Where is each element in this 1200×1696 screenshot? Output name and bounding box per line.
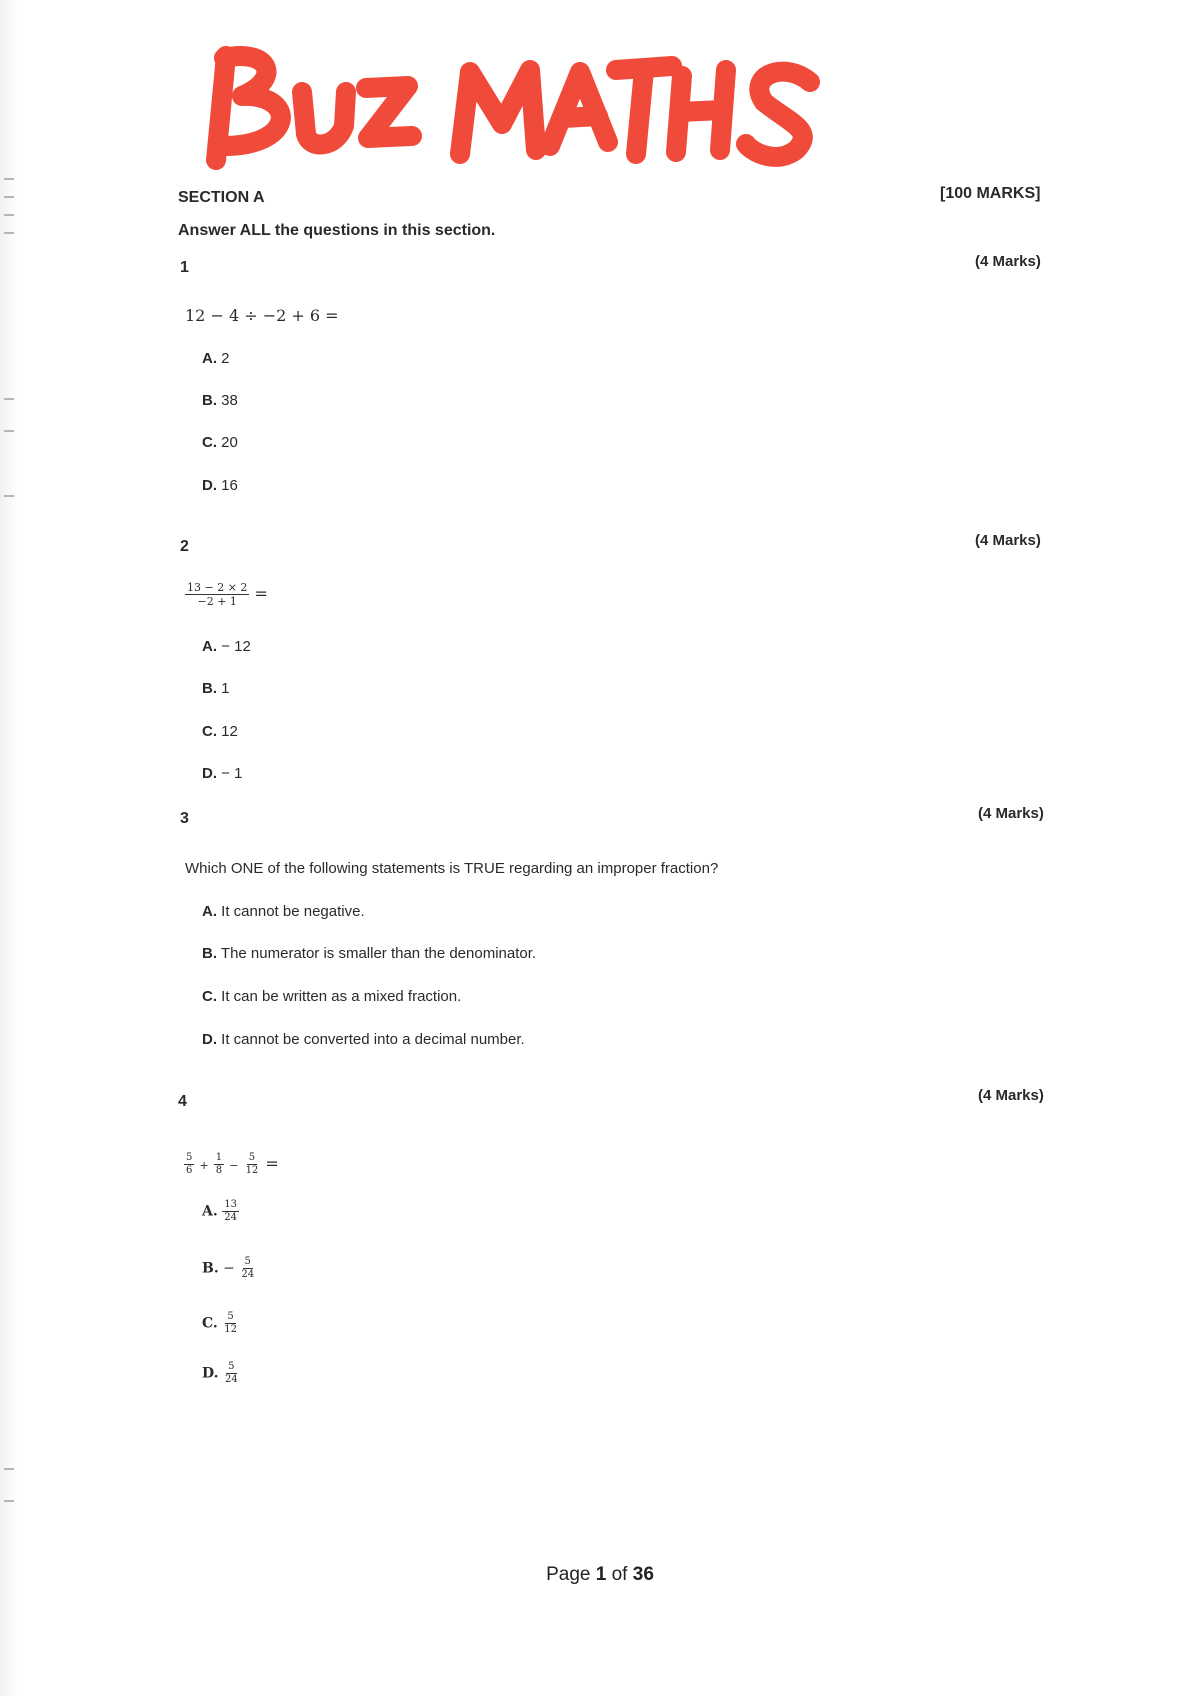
fraction-denominator: −2 + 1 bbox=[197, 595, 237, 608]
question-4-marks: (4 Marks) bbox=[978, 1087, 1044, 1104]
fraction bbox=[244, 1153, 261, 1176]
option-text: 12 bbox=[221, 723, 238, 740]
option-text: − 12 bbox=[221, 638, 251, 655]
question-2-fraction bbox=[185, 582, 249, 607]
fraction-numerator: 13 bbox=[224, 1199, 237, 1210]
fraction-denominator: 6 bbox=[186, 1165, 193, 1176]
edge-mark bbox=[4, 1500, 14, 1502]
question-1-expression: 12 − 4 ÷ −2 + 6 = bbox=[185, 306, 339, 325]
equals-sign: = bbox=[254, 584, 268, 603]
fraction-denominator: 24 bbox=[224, 1374, 238, 1385]
option-letter: A. bbox=[202, 903, 217, 920]
option-text: − 1 bbox=[221, 765, 243, 782]
question-1-option-b bbox=[202, 392, 238, 409]
fraction bbox=[239, 1257, 256, 1280]
equals-sign: = bbox=[265, 1154, 279, 1173]
page-current: 1 bbox=[595, 1564, 607, 1585]
option-letter: D. bbox=[202, 1031, 217, 1048]
question-2-expression bbox=[185, 582, 268, 607]
question-1-marks: (4 Marks) bbox=[975, 253, 1041, 270]
option-letter: B. bbox=[202, 680, 217, 697]
operator: − bbox=[229, 1159, 239, 1172]
edge-mark bbox=[4, 178, 14, 180]
option-letter: A. bbox=[202, 350, 217, 367]
option-text: It can be written as a mixed fraction. bbox=[221, 988, 462, 1005]
question-1-option-d bbox=[202, 477, 238, 494]
section-instruction: Answer ALL the questions in this section. bbox=[178, 222, 496, 239]
option-text: The numerator is smaller than the denominator. bbox=[220, 945, 537, 962]
page-number bbox=[0, 1564, 1200, 1586]
option-sign: − bbox=[223, 1260, 235, 1277]
question-2-marks: (4 Marks) bbox=[975, 532, 1041, 549]
question-2-option-c bbox=[202, 723, 238, 740]
question-4-option-c bbox=[202, 1312, 239, 1335]
question-3-option-b bbox=[202, 945, 536, 962]
option-text: It cannot be converted into a decimal number. bbox=[221, 1031, 525, 1048]
option-letter: B. bbox=[202, 945, 217, 962]
option-letter: B. bbox=[202, 392, 217, 409]
section-title: SECTION A bbox=[178, 189, 265, 206]
option-text: 20 bbox=[221, 434, 238, 451]
fraction-denominator: 8 bbox=[215, 1165, 223, 1176]
edge-mark bbox=[4, 214, 14, 216]
question-3-text: Which ONE of the following statements is TRUE regarding an improper fraction? bbox=[185, 860, 719, 877]
question-2-number: 2 bbox=[180, 538, 189, 555]
option-text: 38 bbox=[221, 392, 238, 409]
edge-mark bbox=[4, 430, 14, 432]
fraction-numerator: 5 bbox=[227, 1311, 234, 1322]
edge-mark bbox=[4, 398, 14, 400]
question-3-option-a bbox=[202, 903, 365, 920]
question-1-number: 1 bbox=[180, 259, 189, 276]
question-2-option-b bbox=[202, 680, 230, 697]
edge-mark bbox=[4, 495, 14, 497]
question-2-option-d bbox=[202, 765, 242, 782]
fraction-denominator: 24 bbox=[224, 1212, 237, 1223]
operator: + bbox=[199, 1159, 209, 1172]
fraction-numerator: 5 bbox=[248, 1152, 256, 1163]
edge-mark bbox=[4, 196, 14, 198]
question-3-option-d bbox=[202, 1031, 525, 1048]
question-4-option-d bbox=[202, 1362, 240, 1385]
option-text: 16 bbox=[221, 477, 238, 494]
option-letter: B. bbox=[202, 1260, 219, 1277]
option-text: 1 bbox=[221, 680, 230, 697]
option-letter: A. bbox=[202, 1203, 218, 1220]
fraction-denominator: 12 bbox=[245, 1165, 259, 1176]
edge-mark bbox=[4, 1468, 14, 1470]
question-4-expression bbox=[184, 1153, 279, 1176]
page-middle: of bbox=[611, 1564, 628, 1585]
question-3-marks: (4 Marks) bbox=[978, 805, 1044, 822]
option-text: 2 bbox=[221, 350, 230, 367]
option-letter: D. bbox=[202, 477, 217, 494]
fraction bbox=[214, 1153, 224, 1176]
fraction-numerator: 5 bbox=[186, 1152, 193, 1163]
question-4-number: 4 bbox=[178, 1093, 187, 1110]
question-3-number: 3 bbox=[180, 810, 189, 827]
fraction-numerator: 1 bbox=[215, 1152, 223, 1163]
page-total: 36 bbox=[632, 1564, 654, 1585]
question-1-option-c bbox=[202, 434, 238, 451]
scan-edge bbox=[0, 0, 18, 1696]
question-1-option-a bbox=[202, 350, 230, 367]
brand-logo bbox=[198, 42, 838, 172]
option-text: It cannot be negative. bbox=[221, 903, 365, 920]
question-4-option-b bbox=[202, 1257, 256, 1280]
brand-logo-art bbox=[198, 42, 838, 172]
fraction-numerator: 13 − 2 × 2 bbox=[187, 581, 248, 594]
option-letter: C. bbox=[202, 434, 217, 451]
section-marks: [100 MARKS] bbox=[940, 185, 1041, 202]
option-letter: C. bbox=[202, 723, 217, 740]
question-2-option-a bbox=[202, 638, 251, 655]
fraction bbox=[223, 1362, 240, 1385]
option-letter: D. bbox=[202, 1365, 219, 1382]
option-letter: C. bbox=[202, 1315, 218, 1332]
fraction bbox=[222, 1312, 239, 1335]
fraction-numerator: 5 bbox=[244, 1256, 251, 1267]
question-4-option-a bbox=[202, 1200, 239, 1223]
option-letter: D. bbox=[202, 765, 217, 782]
fraction-numerator: 5 bbox=[228, 1361, 235, 1372]
fraction-denominator: 12 bbox=[224, 1324, 237, 1335]
fraction bbox=[222, 1200, 239, 1223]
question-3-option-c bbox=[202, 988, 461, 1005]
fraction bbox=[184, 1153, 194, 1176]
option-letter: C. bbox=[202, 988, 217, 1005]
fraction-denominator: 24 bbox=[241, 1269, 255, 1280]
option-letter: A. bbox=[202, 638, 217, 655]
page-prefix: Page bbox=[546, 1564, 591, 1585]
edge-mark bbox=[4, 232, 14, 234]
